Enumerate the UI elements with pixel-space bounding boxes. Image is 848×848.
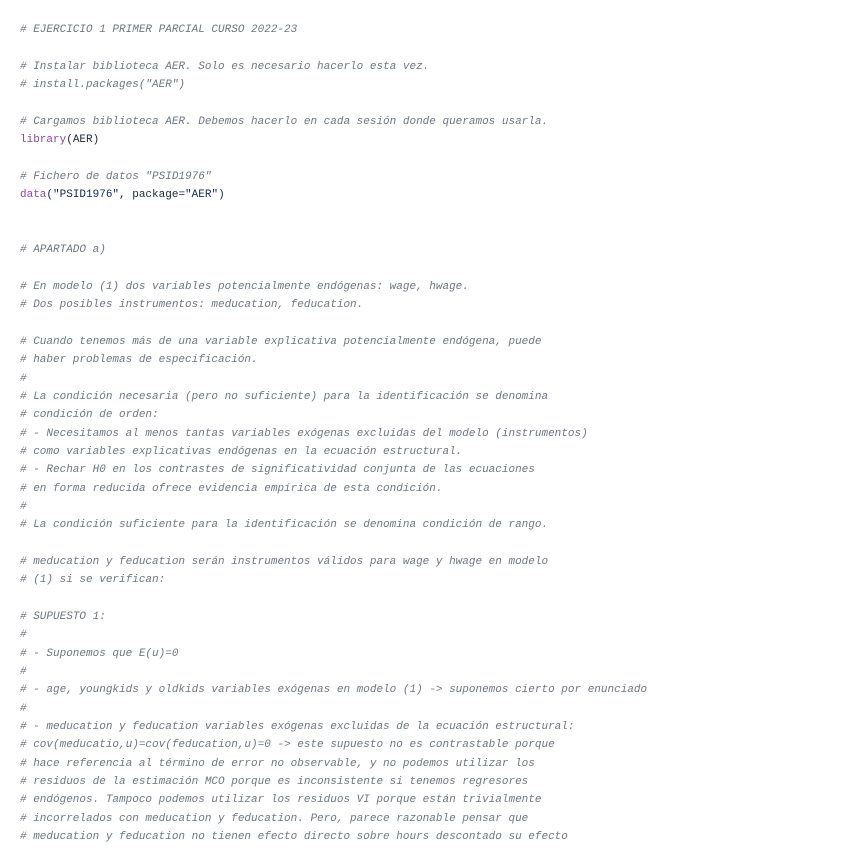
code-line[interactable] bbox=[20, 351, 848, 369]
code-comment: # hace referencia al término de error no observable, y no podemos utilizar los bbox=[20, 757, 535, 770]
code-line[interactable] bbox=[20, 278, 848, 296]
code-comment: # bbox=[20, 629, 27, 642]
code-comment: # (1) si se verifican: bbox=[20, 574, 166, 587]
code-line[interactable] bbox=[20, 498, 848, 516]
code-comment: # - meducation y feducation variables exógenas excluidas de la ecuación estructural: bbox=[20, 721, 575, 734]
code-line[interactable] bbox=[20, 590, 848, 608]
code-comment: # SUPUESTO 1: bbox=[20, 611, 106, 623]
code-comment: # La condición necesaria (pero no suficiente) para la identificación se denomina bbox=[20, 390, 549, 403]
code-args: , package= bbox=[119, 189, 186, 202]
code-line[interactable] bbox=[20, 113, 848, 131]
code-args: (AER) bbox=[66, 134, 100, 147]
code-line[interactable] bbox=[20, 700, 848, 718]
code-comment: # bbox=[20, 666, 27, 679]
code-line[interactable] bbox=[20, 553, 848, 571]
code-line[interactable] bbox=[20, 149, 848, 167]
code-line[interactable] bbox=[20, 131, 848, 149]
code-line[interactable] bbox=[20, 58, 848, 76]
code-comment: # En modelo (1) dos variables potencialmente endógenas: wage, hwage. bbox=[20, 280, 469, 293]
code-comment: # Dos posibles instrumentos: meducation, feducation. bbox=[20, 299, 364, 312]
code-comment: # Fichero de datos "PSID1976" bbox=[20, 170, 212, 183]
code-comment: # Cargamos biblioteca AER. Debemos hacerlo en cada sesión donde queramos usarla. bbox=[20, 115, 549, 128]
code-comment: # en forma reducida ofrece evidencia empírica de esta condición. bbox=[20, 482, 443, 495]
code-line[interactable] bbox=[20, 76, 848, 94]
code-line[interactable] bbox=[20, 443, 848, 461]
code-comment: # haber problemas de especificación. bbox=[20, 354, 258, 367]
code-line[interactable] bbox=[20, 626, 848, 644]
code-comment: # Cuando tenemos más de una variable explicativa potencialmente endógena, puede bbox=[20, 335, 542, 348]
code-line[interactable] bbox=[20, 315, 848, 333]
code-line[interactable] bbox=[20, 94, 848, 112]
code-line[interactable] bbox=[20, 21, 848, 39]
code-line[interactable] bbox=[20, 425, 848, 443]
code-comment: # bbox=[20, 702, 27, 715]
code-comment: # como variables explicativas endógenas en la ecuación estructural. bbox=[20, 445, 463, 458]
code-string: "AER" bbox=[185, 189, 219, 202]
code-comment: # - Suponemos que E(u)=0 bbox=[20, 647, 179, 660]
code-comment: # bbox=[20, 500, 27, 513]
code-line[interactable] bbox=[20, 755, 848, 773]
code-line[interactable] bbox=[20, 681, 848, 699]
code-line[interactable] bbox=[20, 480, 848, 498]
code-line[interactable] bbox=[20, 388, 848, 406]
code-line[interactable] bbox=[20, 718, 848, 736]
code-line[interactable] bbox=[20, 516, 848, 534]
code-punct: ( bbox=[46, 189, 54, 202]
code-line[interactable] bbox=[20, 259, 848, 277]
code-line[interactable] bbox=[20, 186, 848, 204]
code-comment: # meducation y feducation serán instrumentos válidos para wage y hwage en modelo bbox=[20, 555, 549, 568]
code-line[interactable] bbox=[20, 241, 848, 259]
code-line[interactable] bbox=[20, 535, 848, 553]
code-line[interactable] bbox=[20, 223, 848, 241]
code-line[interactable] bbox=[20, 736, 848, 754]
code-punct: ) bbox=[218, 189, 225, 202]
code-line[interactable] bbox=[20, 828, 848, 846]
code-line[interactable] bbox=[20, 461, 848, 479]
code-comment: # residuos de la estimación MCO porque es inconsistente si tenemos regresores bbox=[20, 776, 529, 789]
code-line[interactable] bbox=[20, 791, 848, 809]
code-comment: # La condición suficiente para la identificación se denomina condición de rango. bbox=[20, 519, 549, 532]
code-line[interactable] bbox=[20, 406, 848, 424]
code-comment: # Instalar biblioteca AER. Solo es necesario hacerlo esta vez. bbox=[20, 60, 430, 73]
code-comment: # EJERCICIO 1 PRIMER PARCIAL CURSO 2022-23 bbox=[20, 24, 298, 36]
code-comment: # install.packages("AER") bbox=[20, 79, 186, 92]
code-line[interactable] bbox=[20, 204, 848, 222]
code-comment: # endógenos. Tampoco podemos utilizar los residuos VI porque están trivialmente bbox=[20, 794, 542, 807]
code-comment: # APARTADO a) bbox=[20, 244, 106, 257]
code-line[interactable] bbox=[20, 168, 848, 186]
code-line[interactable] bbox=[20, 571, 848, 589]
code-line[interactable] bbox=[20, 370, 848, 388]
code-comment: # meducation y feducation no tienen efecto directo sobre hours descontado su efecto bbox=[20, 831, 568, 844]
code-string: "PSID1976" bbox=[53, 189, 120, 202]
code-function: data bbox=[20, 189, 47, 202]
code-line[interactable] bbox=[20, 663, 848, 681]
code-function: library bbox=[20, 134, 67, 147]
code-comment: # condición de orden: bbox=[20, 409, 159, 422]
code-line[interactable] bbox=[20, 333, 848, 351]
code-comment: # bbox=[20, 372, 27, 385]
code-line[interactable] bbox=[20, 645, 848, 663]
code-comment: # - age, youngkids y oldkids variables exógenas en modelo (1) -> suponemos cierto por enunciado bbox=[20, 684, 648, 697]
code-line[interactable] bbox=[20, 39, 848, 57]
code-comment: # incorrelados con meducation y feducation. Pero, parece razonable pensar que bbox=[20, 812, 529, 825]
code-line[interactable] bbox=[20, 296, 848, 314]
code-comment: # cov(meducatio,u)=cov(feducation,u)=0 -> este supuesto no es contrastable porque bbox=[20, 739, 555, 752]
code-line[interactable] bbox=[20, 773, 848, 791]
code-line[interactable] bbox=[20, 810, 848, 828]
code-line[interactable] bbox=[20, 608, 848, 626]
code-comment: # - Necesitamos al menos tantas variables exógenas excluidas del modelo (instrumentos) bbox=[20, 427, 588, 440]
code-comment: # - Rechar H0 en los contrastes de significatividad conjunta de las ecuaciones bbox=[20, 464, 535, 477]
